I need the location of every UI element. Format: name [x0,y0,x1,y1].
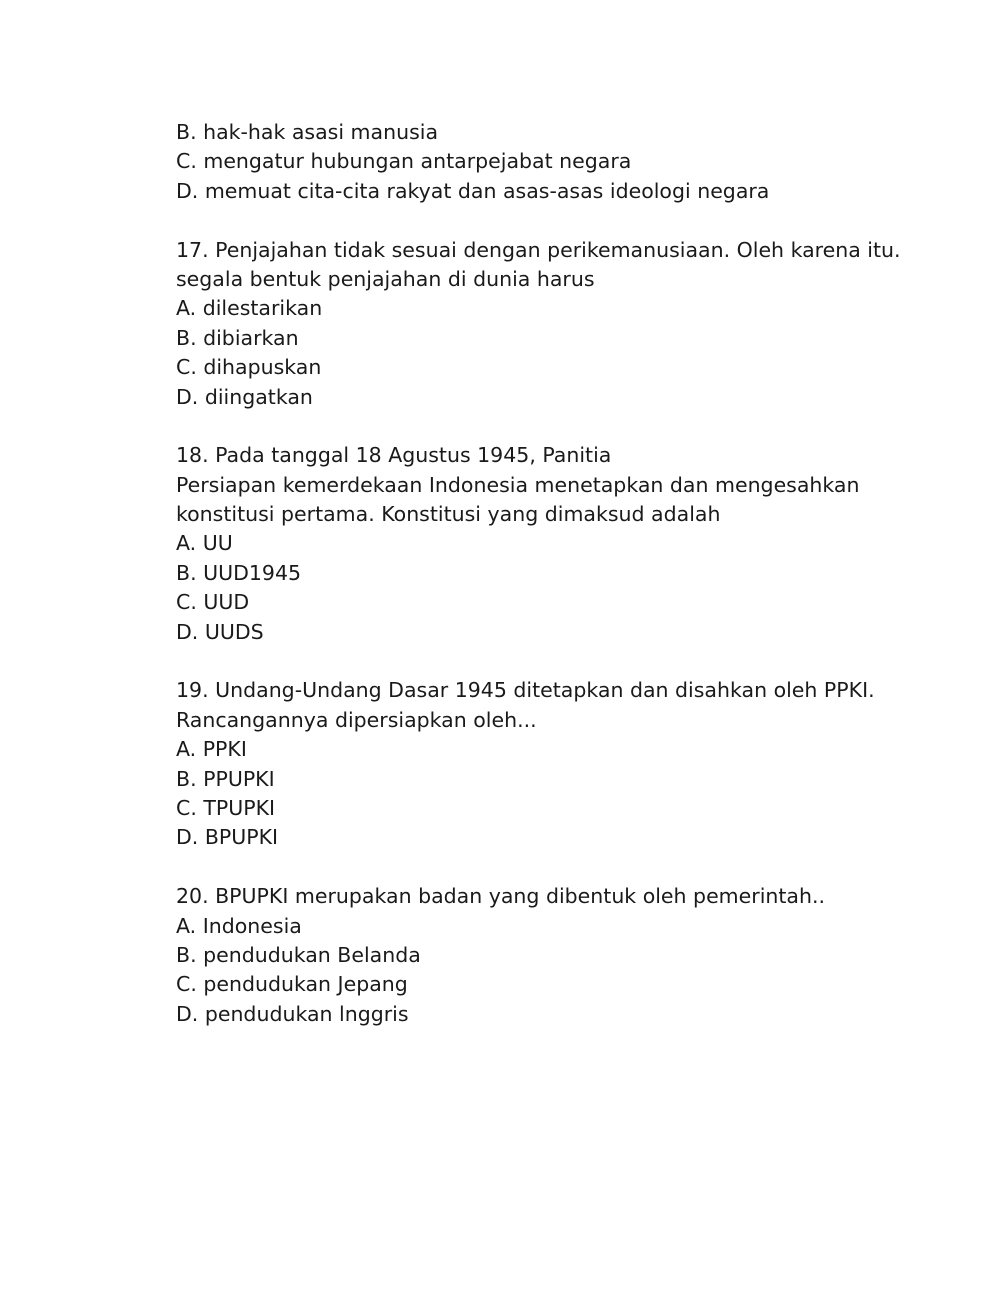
question-19 [176,676,896,852]
question-stem: Rancangannya dipersiapkan oleh... [176,707,537,732]
option-b: B. UUD1945 [176,560,302,585]
question-stem: 20. BPUPKI merupakan badan yang dibentuk oleh pemerintah.. [176,884,826,909]
option-b: B. hak-hak asasi manusia [176,120,439,144]
option-c: C. TPUPKI [176,795,276,820]
document-content [176,118,901,1029]
option-d: D. diingatkan [176,384,313,409]
option-c: C. UUD [176,590,250,615]
spacer [176,647,896,676]
option-a: A. PPKI [176,737,247,762]
option-b: B. dibiarkan [176,325,299,350]
spacer [176,206,896,235]
question-stem: 17. Penjajahan tidak sesuai dengan perikemanusiaan. Oleh karena itu. [176,237,901,262]
question-17 [176,236,901,412]
question-stem: 18. Pada tanggal 18 Agustus 1945, Panitia [176,443,612,468]
option-d: D. UUDS [176,619,264,644]
option-c: C. dihapuskan [176,355,322,380]
question-16-continuation [176,118,896,206]
option-b: B. pendudukan Belanda [176,942,421,967]
option-a: A. dilestarikan [176,296,323,321]
question-stem: konstitusi pertama. Konstitusi yang dimaksud adalah [176,502,721,527]
question-stem: 19. Undang-Undang Dasar 1945 ditetapkan dan disahkan oleh PPKI. [176,678,875,703]
question-18 [176,441,896,647]
option-d: D. pendudukan lnggris [176,1001,409,1026]
option-a: A. UU [176,531,233,556]
question-20 [176,882,896,1029]
question-stem: segala bentuk penjajahan di dunia harus [176,266,595,291]
question-stem: Persiapan kemerdekaan Indonesia menetapkan dan mengesahkan [176,472,860,497]
spacer [176,412,896,441]
spacer [176,853,896,882]
option-d: D. BPUPKI [176,825,279,850]
option-c: C. mengatur hubungan antarpejabat negara [176,149,632,174]
option-a: A. Indonesia [176,913,302,938]
option-c: C. pendudukan Jepang [176,972,408,997]
option-b: B. PPUPKI [176,766,275,791]
option-d: D. memuat cita-cita rakyat dan asas-asas ideologi negara [176,178,770,203]
